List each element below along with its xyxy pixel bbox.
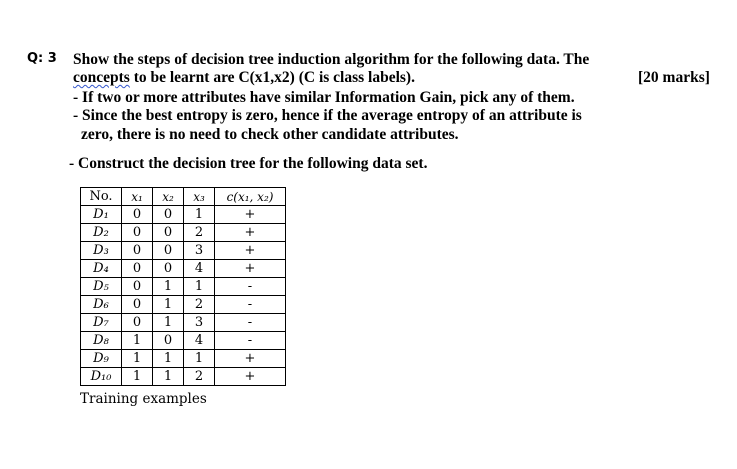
value-cell: 1 xyxy=(153,350,184,368)
value-cell: 1 xyxy=(153,314,184,332)
table-row xyxy=(81,206,286,224)
value-cell: 3 xyxy=(184,242,215,260)
value-cell: 0 xyxy=(153,206,184,224)
value-cell: 1 xyxy=(122,368,153,386)
value-cell: 4 xyxy=(184,332,215,350)
value-cell: 1 xyxy=(184,206,215,224)
table-row xyxy=(81,368,286,386)
question-number: Q: 3 xyxy=(27,51,57,66)
header-x2: x₂ xyxy=(153,188,184,206)
question-line-5: zero, there is no need to check other candidate attributes. xyxy=(81,126,459,143)
value-cell: 0 xyxy=(153,260,184,278)
question-line-3: - If two or more attributes have similar Information Gain, pick any of them. xyxy=(73,89,575,106)
value-cell: 1 xyxy=(153,368,184,386)
class-cell: + xyxy=(215,242,286,260)
class-cell: + xyxy=(215,206,286,224)
header-no: No. xyxy=(81,188,122,206)
question-line-4: - Since the best entropy is zero, hence if the average entropy of an attribute is xyxy=(73,107,582,124)
class-cell: + xyxy=(215,260,286,278)
row-id-cell: D₉ xyxy=(81,350,122,368)
value-cell: 1 xyxy=(153,296,184,314)
class-cell: + xyxy=(215,350,286,368)
training-table xyxy=(80,187,286,386)
question-line-1: Show the steps of decision tree induction algorithm for the following data. The xyxy=(73,51,590,68)
row-id-cell: D₇ xyxy=(81,314,122,332)
table-row xyxy=(81,278,286,296)
value-cell: 1 xyxy=(184,278,215,296)
question-line-2 xyxy=(73,69,415,87)
value-cell: 1 xyxy=(184,350,215,368)
header-x3: x₃ xyxy=(184,188,215,206)
question-line-2-rest: to be learnt are C(x1,x2) (C is class labels). xyxy=(129,69,415,86)
table-row xyxy=(81,224,286,242)
class-cell: - xyxy=(215,314,286,332)
row-id-cell: D₂ xyxy=(81,224,122,242)
value-cell: 2 xyxy=(184,224,215,242)
row-id-cell: D₈ xyxy=(81,332,122,350)
table-row xyxy=(81,350,286,368)
table-row xyxy=(81,242,286,260)
table-row xyxy=(81,332,286,350)
value-cell: 0 xyxy=(153,242,184,260)
value-cell: 0 xyxy=(122,296,153,314)
class-cell: - xyxy=(215,296,286,314)
header-class: c(x₁, x₂) xyxy=(215,188,286,206)
row-id-cell: D₁₀ xyxy=(81,368,122,386)
class-cell: + xyxy=(215,224,286,242)
row-id-cell: D₃ xyxy=(81,242,122,260)
class-cell: - xyxy=(215,332,286,350)
value-cell: 2 xyxy=(184,296,215,314)
row-id-cell: D₄ xyxy=(81,260,122,278)
value-cell: 1 xyxy=(153,278,184,296)
value-cell: 4 xyxy=(184,260,215,278)
value-cell: 1 xyxy=(122,350,153,368)
header-x1: x₁ xyxy=(122,188,153,206)
value-cell: 0 xyxy=(122,278,153,296)
marks-label: [20 marks] xyxy=(638,69,710,86)
row-id-cell: D₅ xyxy=(81,278,122,296)
value-cell: 2 xyxy=(184,368,215,386)
row-id-cell: D₁ xyxy=(81,206,122,224)
value-cell: 0 xyxy=(153,332,184,350)
value-cell: 3 xyxy=(184,314,215,332)
value-cell: 0 xyxy=(122,314,153,332)
table-row xyxy=(81,314,286,332)
value-cell: 0 xyxy=(122,242,153,260)
table-caption: Training examples xyxy=(80,391,207,407)
table-row xyxy=(81,296,286,314)
spellcheck-word: concepts xyxy=(73,69,130,86)
table-header-row xyxy=(81,188,286,206)
value-cell: 1 xyxy=(122,332,153,350)
row-id-cell: D₆ xyxy=(81,296,122,314)
value-cell: 0 xyxy=(122,206,153,224)
class-cell: + xyxy=(215,368,286,386)
class-cell: - xyxy=(215,278,286,296)
value-cell: 0 xyxy=(122,224,153,242)
construct-instruction: - Construct the decision tree for the following data set. xyxy=(69,155,428,172)
table-row xyxy=(81,260,286,278)
value-cell: 0 xyxy=(153,224,184,242)
value-cell: 0 xyxy=(122,260,153,278)
